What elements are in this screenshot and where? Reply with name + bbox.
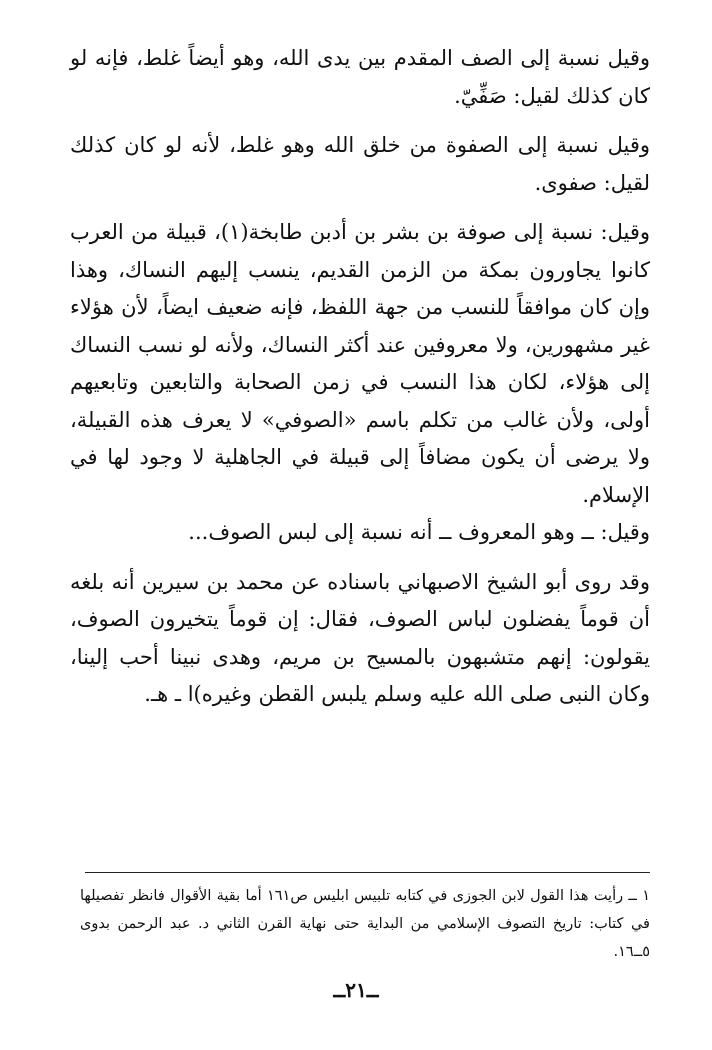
page-number: ــ٢١ــ — [333, 978, 379, 1002]
paragraph-saff: وقيل نسبة إلى الصف المقدم بين يدى الله، وهو أيضاً غلط، فإنه لو كان كذلك لقيل: صَفِّيّ. — [70, 46, 650, 108]
paragraph-safwa: وقيل نسبة إلى الصفوة من خلق الله وهو غلط، لأنه لو كان كذلك لقيل: صفوى. — [70, 133, 650, 195]
paragraph-sufa-tribe: وقيل: نسبة إلى صوفة بن بشر بن أدبن طابخة(١)، قبيلة من العرب كانوا يجاورون بمكة من الزمن القديم، ينسب إليهم النساك، وهذا وإن كان موافقاً للنسب من جهة اللفظ، فإنه ضعيف ايضاً، لأن هؤلاء غير مشهورين، ولا معروفين عند أكثر النساك، ولأنه لو نسب النساك إلى هؤلاء، لكان هذا النسب في زمن الصحابة والتابعين وتابعيهم أولى، ولأن غالب من تكلم باسم «الصوفي» لا يعرف هذه القبيلة، ولا يرضى أن يكون مضافاً إلى قبيلة في الجاهلية لا وجود لها في الإسلام. — [70, 220, 650, 507]
footnote-1: ١ ــ رأيت هذا القول لابن الجوزى في كتابه تلبيس ابليس ص١٦١ أما بقية الأقوال فانظر تفصيلها في كتاب: تاريخ التصوف الإسلامي من البداية حتى نهاية القرن الثاني د. عبد الرحمن بدوى ٥ــ١٦. — [80, 888, 650, 960]
main-text — [70, 40, 650, 714]
paragraph-ibn-sirin: وقد روى أبو الشيخ الاصبهاني باسناده عن محمد بن سيرين أنه بلغه أن قوماً يفضلون لباس الصوف، فقال: إن قوماً يتخيرون الصوف، يقولون: إنهم متشبهون بالمسيح بن مريم، وهدى نبينا أحب إلينا، وكان النبى صلى الله عليه وسلم يلبس القطن وغيره)ا ـ هـ. — [70, 569, 650, 706]
footnote-divider — [85, 872, 650, 873]
footnotes — [80, 882, 650, 966]
paragraph-wool: وقيل: ــ وهو المعروف ــ أنه نسبة إلى لبس الصوف... — [188, 520, 650, 544]
